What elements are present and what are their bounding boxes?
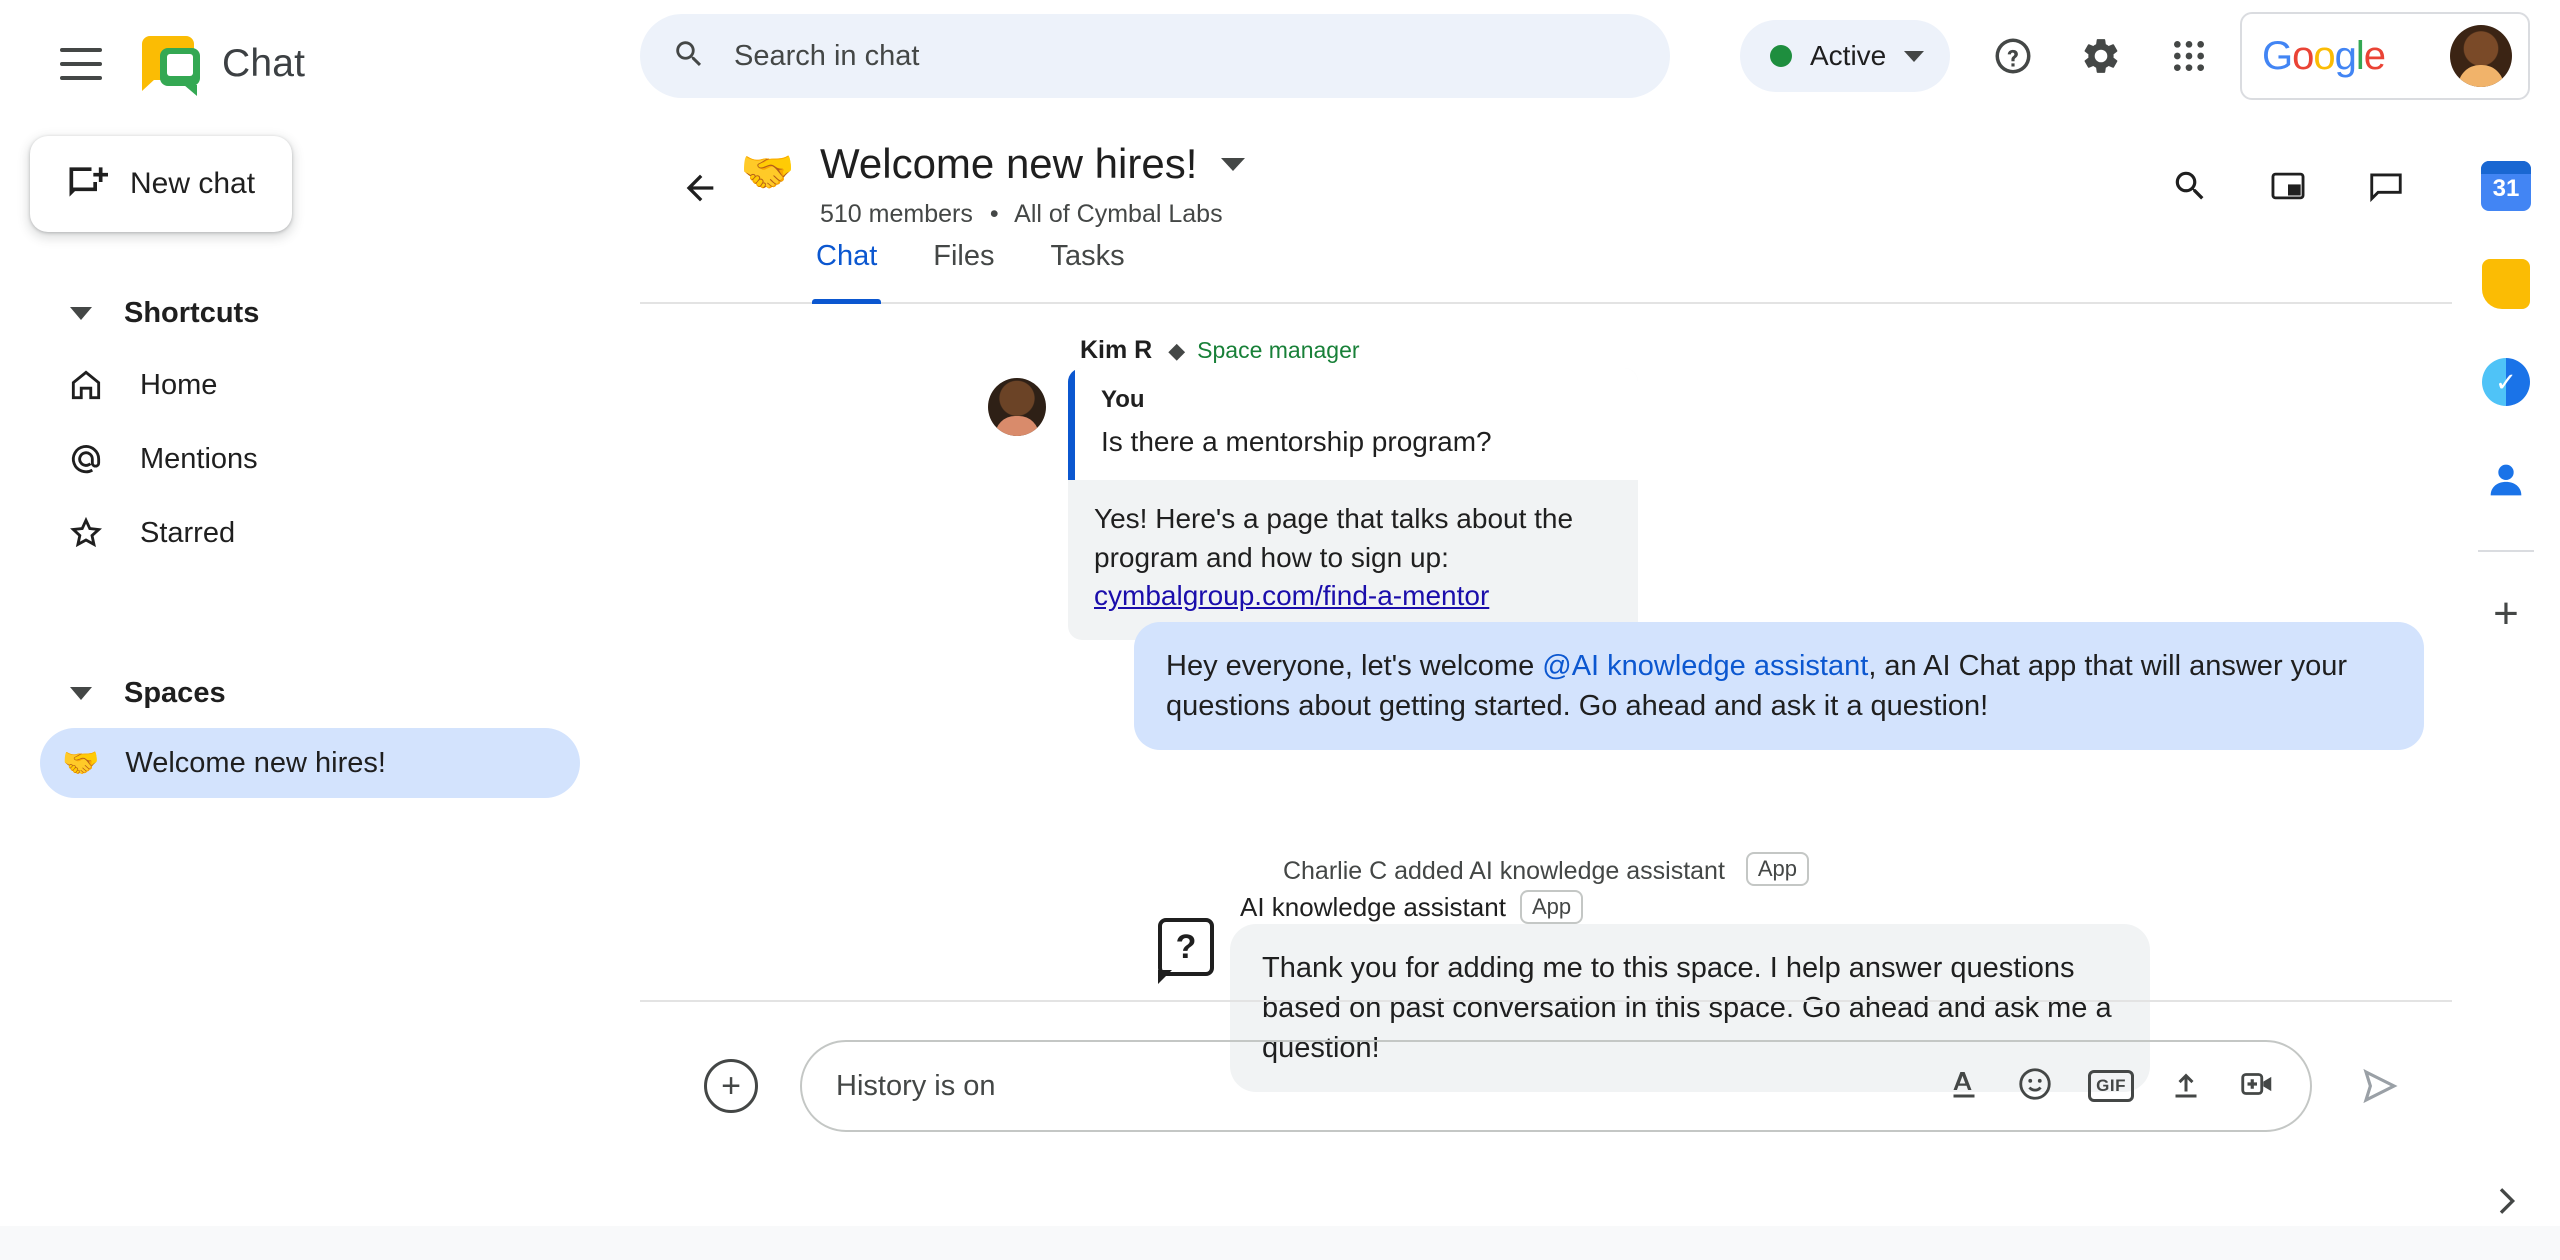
video-meeting-icon[interactable]	[2238, 1065, 2276, 1108]
google-wordmark: Google	[2262, 33, 2386, 78]
message-input[interactable]	[800, 1040, 2312, 1132]
spaces-section-header[interactable]	[0, 658, 640, 728]
add-app-button[interactable]: +	[2493, 589, 2519, 638]
tab-chat[interactable]: Chat	[816, 240, 877, 302]
plus-circle-icon[interactable]: +	[704, 1059, 758, 1113]
message-sender	[1240, 890, 1583, 924]
quote-text: Is there a mentorship program?	[1101, 426, 1492, 457]
separator: •	[989, 200, 999, 228]
page-title: Welcome new hires!	[820, 140, 1198, 187]
message-text: Thank you for adding me to this space. I help answer questions based on past conversation in this space. Go ahead and ask me a question!	[1262, 952, 2112, 1065]
status-badge: Space manager	[1197, 337, 1360, 363]
gif-icon[interactable]: GIF	[2088, 1070, 2134, 1102]
room-scope: All of Cymbal Labs	[1014, 200, 1223, 228]
chevron-down-icon	[70, 307, 92, 320]
chevron-down-icon	[1221, 158, 1245, 171]
message-text: Yes! Here's a page that talks about the program and how to sign up:	[1094, 503, 1574, 573]
emoji-icon[interactable]	[2016, 1065, 2054, 1108]
chevron-down-icon	[1904, 51, 1924, 62]
contacts-icon[interactable]	[2478, 452, 2534, 508]
search-in-space-icon[interactable]	[2152, 148, 2228, 224]
diamond-icon: ◆	[1168, 337, 1186, 363]
keep-icon[interactable]	[2478, 256, 2534, 312]
quoted-reply-card[interactable]	[1068, 368, 1638, 640]
google-account-button[interactable]	[2240, 12, 2530, 100]
quote-header	[1068, 368, 1638, 480]
presence-label: Active	[1810, 40, 1887, 71]
sender-name: Kim R	[1080, 336, 1153, 364]
upload-file-icon[interactable]	[2168, 1066, 2204, 1107]
new-chat-button[interactable]	[30, 136, 292, 232]
app-question-mark-icon: ?	[1158, 918, 1214, 976]
sidebar-item-welcome-new-hires[interactable]	[40, 728, 580, 798]
message-text-before: Hey everyone, let's welcome	[1166, 650, 1543, 682]
chat-main-panel	[640, 128, 2452, 1226]
brand	[142, 36, 305, 92]
calendar-day: 31	[2492, 175, 2520, 202]
message-composer	[640, 1000, 2452, 1170]
chat-logo-icon	[142, 36, 204, 92]
presence-status-button[interactable]	[1740, 20, 1950, 92]
apps-grid-icon[interactable]	[2151, 18, 2227, 94]
message-outgoing	[1134, 622, 2424, 750]
avatar[interactable]	[2450, 25, 2512, 87]
at-mention-icon	[60, 440, 112, 478]
system-event	[640, 852, 2452, 886]
open-chat-panel-icon[interactable]	[2348, 148, 2424, 224]
member-count: 510 members	[820, 200, 973, 228]
handshake-icon: 🤝	[62, 746, 100, 780]
send-icon[interactable]	[2342, 1048, 2418, 1124]
brand-name: Chat	[222, 42, 306, 85]
tab-tasks[interactable]: Tasks	[1050, 240, 1125, 272]
search-placeholder: Search in chat	[734, 39, 920, 72]
message-sender	[1080, 336, 1360, 365]
search-input[interactable]	[640, 14, 1670, 98]
mention-chip[interactable]: @AI knowledge assistant	[1542, 650, 1869, 682]
search-icon	[672, 37, 706, 76]
message-input-placeholder: History is on	[836, 1069, 996, 1102]
status-dot	[1770, 45, 1792, 67]
tasks-icon[interactable]: ✓	[2478, 354, 2534, 410]
back-arrow-icon[interactable]	[662, 150, 738, 226]
format-text-icon[interactable]	[1946, 1066, 1982, 1107]
sender-name: AI knowledge assistant	[1240, 891, 1506, 922]
sidebar-item-label: Welcome new hires!	[125, 746, 386, 779]
spaces-label: Spaces	[124, 676, 226, 709]
chevron-down-icon	[70, 687, 92, 700]
quote-author: You	[1101, 386, 1145, 413]
app-badge: App	[1746, 852, 1809, 886]
chevron-right-icon[interactable]	[2486, 1181, 2526, 1226]
right-app-rail	[2452, 128, 2560, 1260]
room-subtitle	[820, 200, 1223, 229]
message-thread	[640, 304, 2452, 1066]
star-icon	[60, 514, 112, 552]
picture-in-picture-icon[interactable]	[2250, 148, 2326, 224]
mentor-link[interactable]: cymbalgroup.com/find-a-mentor	[1094, 580, 1490, 612]
system-text: Charlie C added AI knowledge assistant	[1282, 857, 1725, 885]
bottom-strip	[0, 1226, 2560, 1260]
divider	[2478, 550, 2534, 552]
hamburger-menu-icon[interactable]	[42, 25, 120, 103]
sidebar-item-label: Home	[140, 368, 218, 401]
new-chat-icon	[64, 160, 108, 209]
sidebar-item-starred[interactable]	[0, 496, 640, 570]
sidebar-item-home[interactable]	[0, 348, 640, 422]
room-emoji: 🤝	[740, 148, 795, 197]
gear-icon[interactable]	[2063, 18, 2139, 94]
avatar[interactable]	[988, 378, 1046, 436]
room-header	[640, 128, 2452, 240]
top-app-bar	[0, 0, 2560, 128]
home-icon	[60, 366, 112, 404]
sidebar-item-mentions[interactable]	[0, 422, 640, 496]
sidebar-item-label: Starred	[140, 516, 236, 549]
help-icon[interactable]	[1975, 18, 2051, 94]
calendar-icon[interactable]	[2478, 158, 2534, 214]
room-tabs	[640, 240, 2452, 304]
shortcuts-label: Shortcuts	[124, 296, 260, 329]
room-title-button[interactable]	[820, 140, 1245, 188]
left-sidebar	[0, 128, 640, 1260]
message-body	[1068, 480, 1638, 640]
tab-files[interactable]: Files	[933, 240, 995, 272]
new-chat-label: New chat	[130, 167, 256, 200]
sidebar-item-label: Mentions	[140, 442, 258, 475]
shortcuts-section-header[interactable]	[0, 278, 640, 348]
app-badge: App	[1520, 890, 1583, 924]
message-text-after: , an AI Chat app that will answer your questions about getting started. Go ahead and ask it a question!	[1166, 650, 2348, 723]
